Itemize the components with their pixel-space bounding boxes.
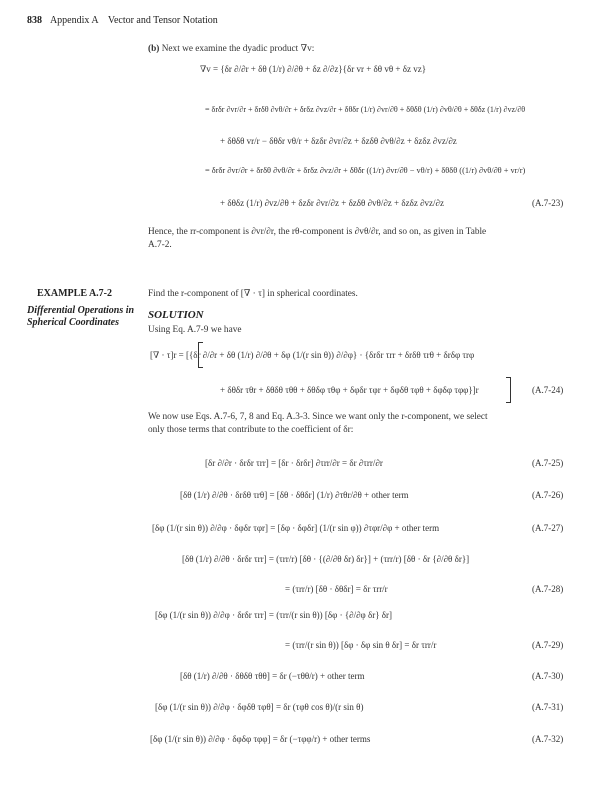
example-label: EXAMPLE A.7-2 xyxy=(37,288,112,299)
eq-number-a7-28: (A.7-28) xyxy=(532,584,564,594)
eq-rhs: = δr (τφθ cos θ)/(r sin θ) xyxy=(275,702,364,712)
part-b-text: Next we examine the dyadic product ∇v: xyxy=(161,44,315,54)
eq-a7-23-line-3: + δθδθ vr/r − δθδr vθ/r + δzδr ∂vr/∂z + δzδθ ∂vθ/∂z + δzδz ∂vz/∂z xyxy=(220,136,457,146)
running-header xyxy=(27,15,218,26)
para2-line-2: only those terms that contribute to the coefficient of δr: xyxy=(148,425,354,435)
conclusion-line-1: Hence, the rr-component is ∂vr/∂r, the rθ-component is ∂vθ/∂r, and so on, as given in Table xyxy=(148,227,487,237)
eq-a7-29-b xyxy=(285,640,436,650)
eq-lhs: [δφ (1/(r sin θ)) ∂/∂φ · δrδr τrr] xyxy=(155,610,267,620)
eq-a7-23-line-2: = δrδr ∂vr/∂r + δrδθ ∂vθ/∂r + δrδz ∂vz/∂r + δθδr (1/r) ∂vr/∂θ + δθδθ (1/r) ∂vθ/∂θ + δθδz (1/r) ∂vz/∂θ xyxy=(205,105,526,114)
eq-rhs: = (τrr/r) [δθ · {(∂/∂θ δr) δr}] + (τrr/r) [δθ · δr {∂/∂θ δr}] xyxy=(268,554,470,564)
eq-rhs: = [δθ · δθδr] (1/r) ∂τθr/∂θ + other term xyxy=(269,490,409,500)
eq-rhs: = (τrr/(r sin θ)) [δφ · {∂/∂φ δr} δr] xyxy=(268,610,393,620)
eq-number-a7-32: (A.7-32) xyxy=(532,734,564,744)
part-b-intro xyxy=(148,43,314,55)
eq-lhs: [δφ (1/(r sin θ)) ∂/∂φ · δφδφ τφφ] xyxy=(150,734,271,744)
eq-a7-28-b xyxy=(285,584,388,594)
conclusion-line-2: A.7-2. xyxy=(148,240,172,250)
eq-a7-32 xyxy=(150,734,370,744)
eq-rhs: = [δφ · δφδr] (1/(r sin φ)) ∂τφr/∂φ + other term xyxy=(270,523,440,533)
eq-a7-29-a xyxy=(155,610,392,620)
eq-number-a7-24: (A.7-24) xyxy=(532,385,564,395)
eq-a7-31 xyxy=(155,702,363,712)
part-b-label: (b) xyxy=(148,44,160,54)
page-number: 838 xyxy=(27,15,42,26)
eq-number-a7-26: (A.7-26) xyxy=(532,490,564,500)
eq-a7-27 xyxy=(152,523,439,533)
eq-number-a7-29: (A.7-29) xyxy=(532,640,564,650)
eq-number-a7-31: (A.7-31) xyxy=(532,702,564,712)
eq-lhs: [δθ (1/r) ∂/∂θ · δθδθ τθθ] xyxy=(180,671,270,681)
eq-rhs: = (τrr/r) [δθ · δθδr] = δr τrr/r xyxy=(285,584,388,594)
eq-lhs: [δφ (1/(r sin θ)) ∂/∂φ · δφδθ τφθ] xyxy=(155,702,274,712)
eq-a7-30 xyxy=(180,671,365,681)
side-heading: Differential Operations in Spherical Coordinates xyxy=(27,305,135,328)
eq-rhs: = (τrr/(r sin θ)) [δφ · δφ sin θ δr] = δr τrr/r xyxy=(285,640,437,650)
eq-rhs: = [δr · δrδr] ∂τrr/∂r = δr ∂τrr/∂r xyxy=(270,458,383,468)
example-statement: Find the r-component of [∇ · τ] in spherical coordinates. xyxy=(148,289,358,299)
running-title: Appendix A Vector and Tensor Notation xyxy=(49,15,218,26)
eq-a7-24-line-1: [∇ · τ]r = [{δr ∂/∂r + δθ (1/r) ∂/∂θ + δφ (1/(r sin θ)) ∂/∂φ} · {δrδr τrr + δrδθ τrθ + δrδφ τrφ xyxy=(150,350,475,360)
eq-a7-24-line-2: + δθδr τθr + δθδθ τθθ + δθδφ τθφ + δφδr τφr + δφδθ τφθ + δφδφ τφφ}]r xyxy=(220,385,479,395)
eq-a7-28-a xyxy=(182,554,469,564)
using-text: Using Eq. A.7-9 we have xyxy=(148,325,242,335)
eq-rhs: = δr (−τθθ/r) + other term xyxy=(272,671,365,681)
eq-a7-26 xyxy=(180,490,409,500)
solution-heading: SOLUTION xyxy=(148,309,204,321)
eq-lhs: [δr ∂/∂r · δrδr τrr] xyxy=(205,458,269,468)
eq-a7-23-line-4: = δrδr ∂vr/∂r + δrδθ ∂vθ/∂r + δrδz ∂vz/∂r + δθδr ((1/r) ∂vr/∂θ − vθ/r) + δθδθ ((1/r) ∂vθ/∂θ + vr/r) xyxy=(205,166,526,175)
eq-a7-23-line-1: ∇v = {δr ∂/∂r + δθ (1/r) ∂/∂θ + δz ∂/∂z}{δr vr + δθ vθ + δz vz} xyxy=(200,64,427,74)
eq-a7-25 xyxy=(205,458,383,468)
eq-number-a7-30: (A.7-30) xyxy=(532,671,564,681)
bracket-right xyxy=(506,377,511,403)
eq-lhs: [δθ (1/r) ∂/∂θ · δrδr τrr] xyxy=(182,554,267,564)
eq-rhs: = δr (−τφφ/r) + other terms xyxy=(272,734,371,744)
eq-number-a7-23: (A.7-23) xyxy=(532,198,564,208)
eq-number-a7-25: (A.7-25) xyxy=(532,458,564,468)
eq-a7-23-line-5: + δθδz (1/r) ∂vz/∂θ + δzδr ∂vr/∂z + δzδθ ∂vθ/∂z + δzδz ∂vz/∂z xyxy=(220,198,444,208)
para2-line-1: We now use Eqs. A.7-6, 7, 8 and Eq. A.3-3. Since we want only the r-component, we select xyxy=(148,412,488,422)
eq-number-a7-27: (A.7-27) xyxy=(532,523,564,533)
eq-lhs: [δθ (1/r) ∂/∂θ · δrδθ τrθ] xyxy=(180,490,268,500)
eq-lhs: [δφ (1/(r sin θ)) ∂/∂φ · δφδr τφr] xyxy=(152,523,269,533)
